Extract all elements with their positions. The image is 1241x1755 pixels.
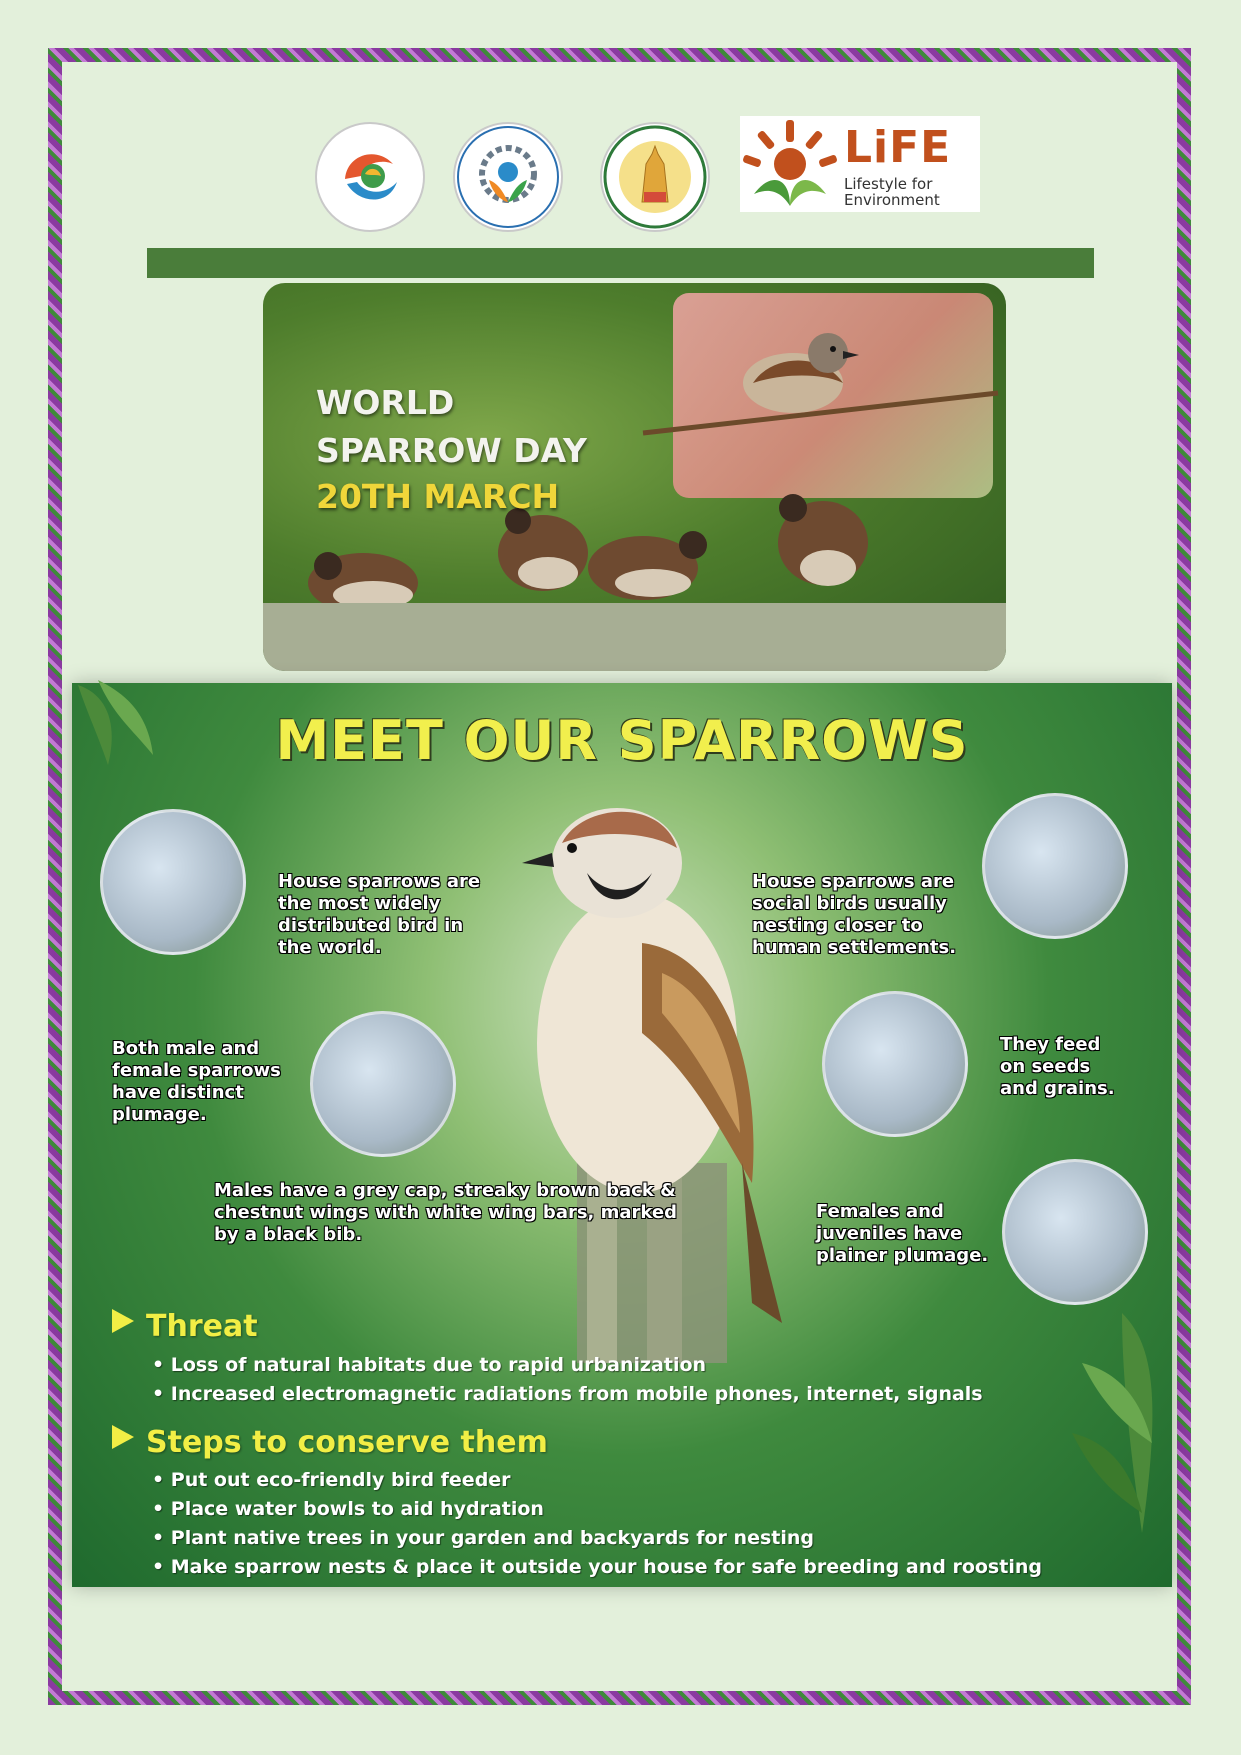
- logo-row: [0, 112, 1241, 222]
- life-subtitle: Lifestyle for Environment: [844, 175, 940, 209]
- leaf-decoration-bottom-right-icon: [1062, 1303, 1172, 1543]
- sparrow-photo-5: [1002, 1159, 1148, 1305]
- list-item: • Increased electromagnetic radiations from mobile phones, internet, signals: [152, 1380, 983, 1409]
- steps-heading: Steps to conserve them: [112, 1425, 548, 1460]
- prakriti-emblem-icon: [317, 124, 423, 230]
- arrow-right-icon: [112, 1309, 134, 1333]
- green-divider-bar: [147, 248, 1094, 278]
- leaf-decoration-top-left-icon: [68, 675, 158, 785]
- list-item: • Put out eco-friendly bird feeder: [152, 1466, 1042, 1495]
- caption-females: Females and juveniles have plainer plumage.: [816, 1201, 989, 1266]
- world-sparrow-day-banner: [263, 283, 1006, 671]
- banner-line-2: SPARROW DAY: [316, 431, 587, 470]
- meet-our-sparrows-panel: [72, 683, 1172, 1587]
- tn-emblem-icon: [602, 124, 708, 230]
- caption-distributed: House sparrows are the most widely distributed bird in the world.: [278, 871, 481, 958]
- banner-date: 20TH MARCH: [316, 477, 560, 516]
- sparrow-photo-3: [310, 1011, 456, 1157]
- banner-line-1: WORLD: [316, 383, 455, 422]
- list-item: • Make sparrow nests & place it outside your house for safe breeding and roosting: [152, 1553, 1042, 1582]
- caption-plumage: Both male and female sparrows have distinct plumage.: [112, 1038, 281, 1125]
- caption-feed: They feed on seeds and grains.: [1000, 1034, 1115, 1099]
- meet-title: MEET OUR SPARROWS: [275, 709, 969, 772]
- arrow-right-icon: [112, 1425, 134, 1449]
- tamil-nadu-logo: [600, 122, 710, 232]
- caption-males: Males have a grey cap, streaky brown back & chestnut wings with white wing bars, marked by a black bib.: [214, 1180, 678, 1245]
- list-item: • Place water bowls to aid hydration: [152, 1495, 1042, 1524]
- sparrow-photo-1: [100, 809, 246, 955]
- eiacp-emblem-icon: [455, 124, 561, 230]
- caption-social: House sparrows are social birds usually nesting closer to human settlements.: [752, 871, 957, 958]
- list-item: • Plant native trees in your garden and backyards for nesting: [152, 1524, 1042, 1553]
- sparrow-photo-2: [982, 793, 1128, 939]
- sparrow-photo-4: [822, 991, 968, 1137]
- threat-heading: Threat: [112, 1309, 258, 1344]
- life-title: LiFE: [844, 122, 952, 173]
- prakriti-logo: [315, 122, 425, 232]
- life-logo: [740, 116, 980, 212]
- main-sparrow-illustration: [492, 803, 792, 1363]
- steps-list: [152, 1466, 1042, 1582]
- list-item: • Loss of natural habitats due to rapid urbanization: [152, 1351, 983, 1380]
- threat-list: [152, 1351, 983, 1409]
- sun-leaf-icon: [740, 116, 840, 212]
- eiacp-logo: [453, 122, 563, 232]
